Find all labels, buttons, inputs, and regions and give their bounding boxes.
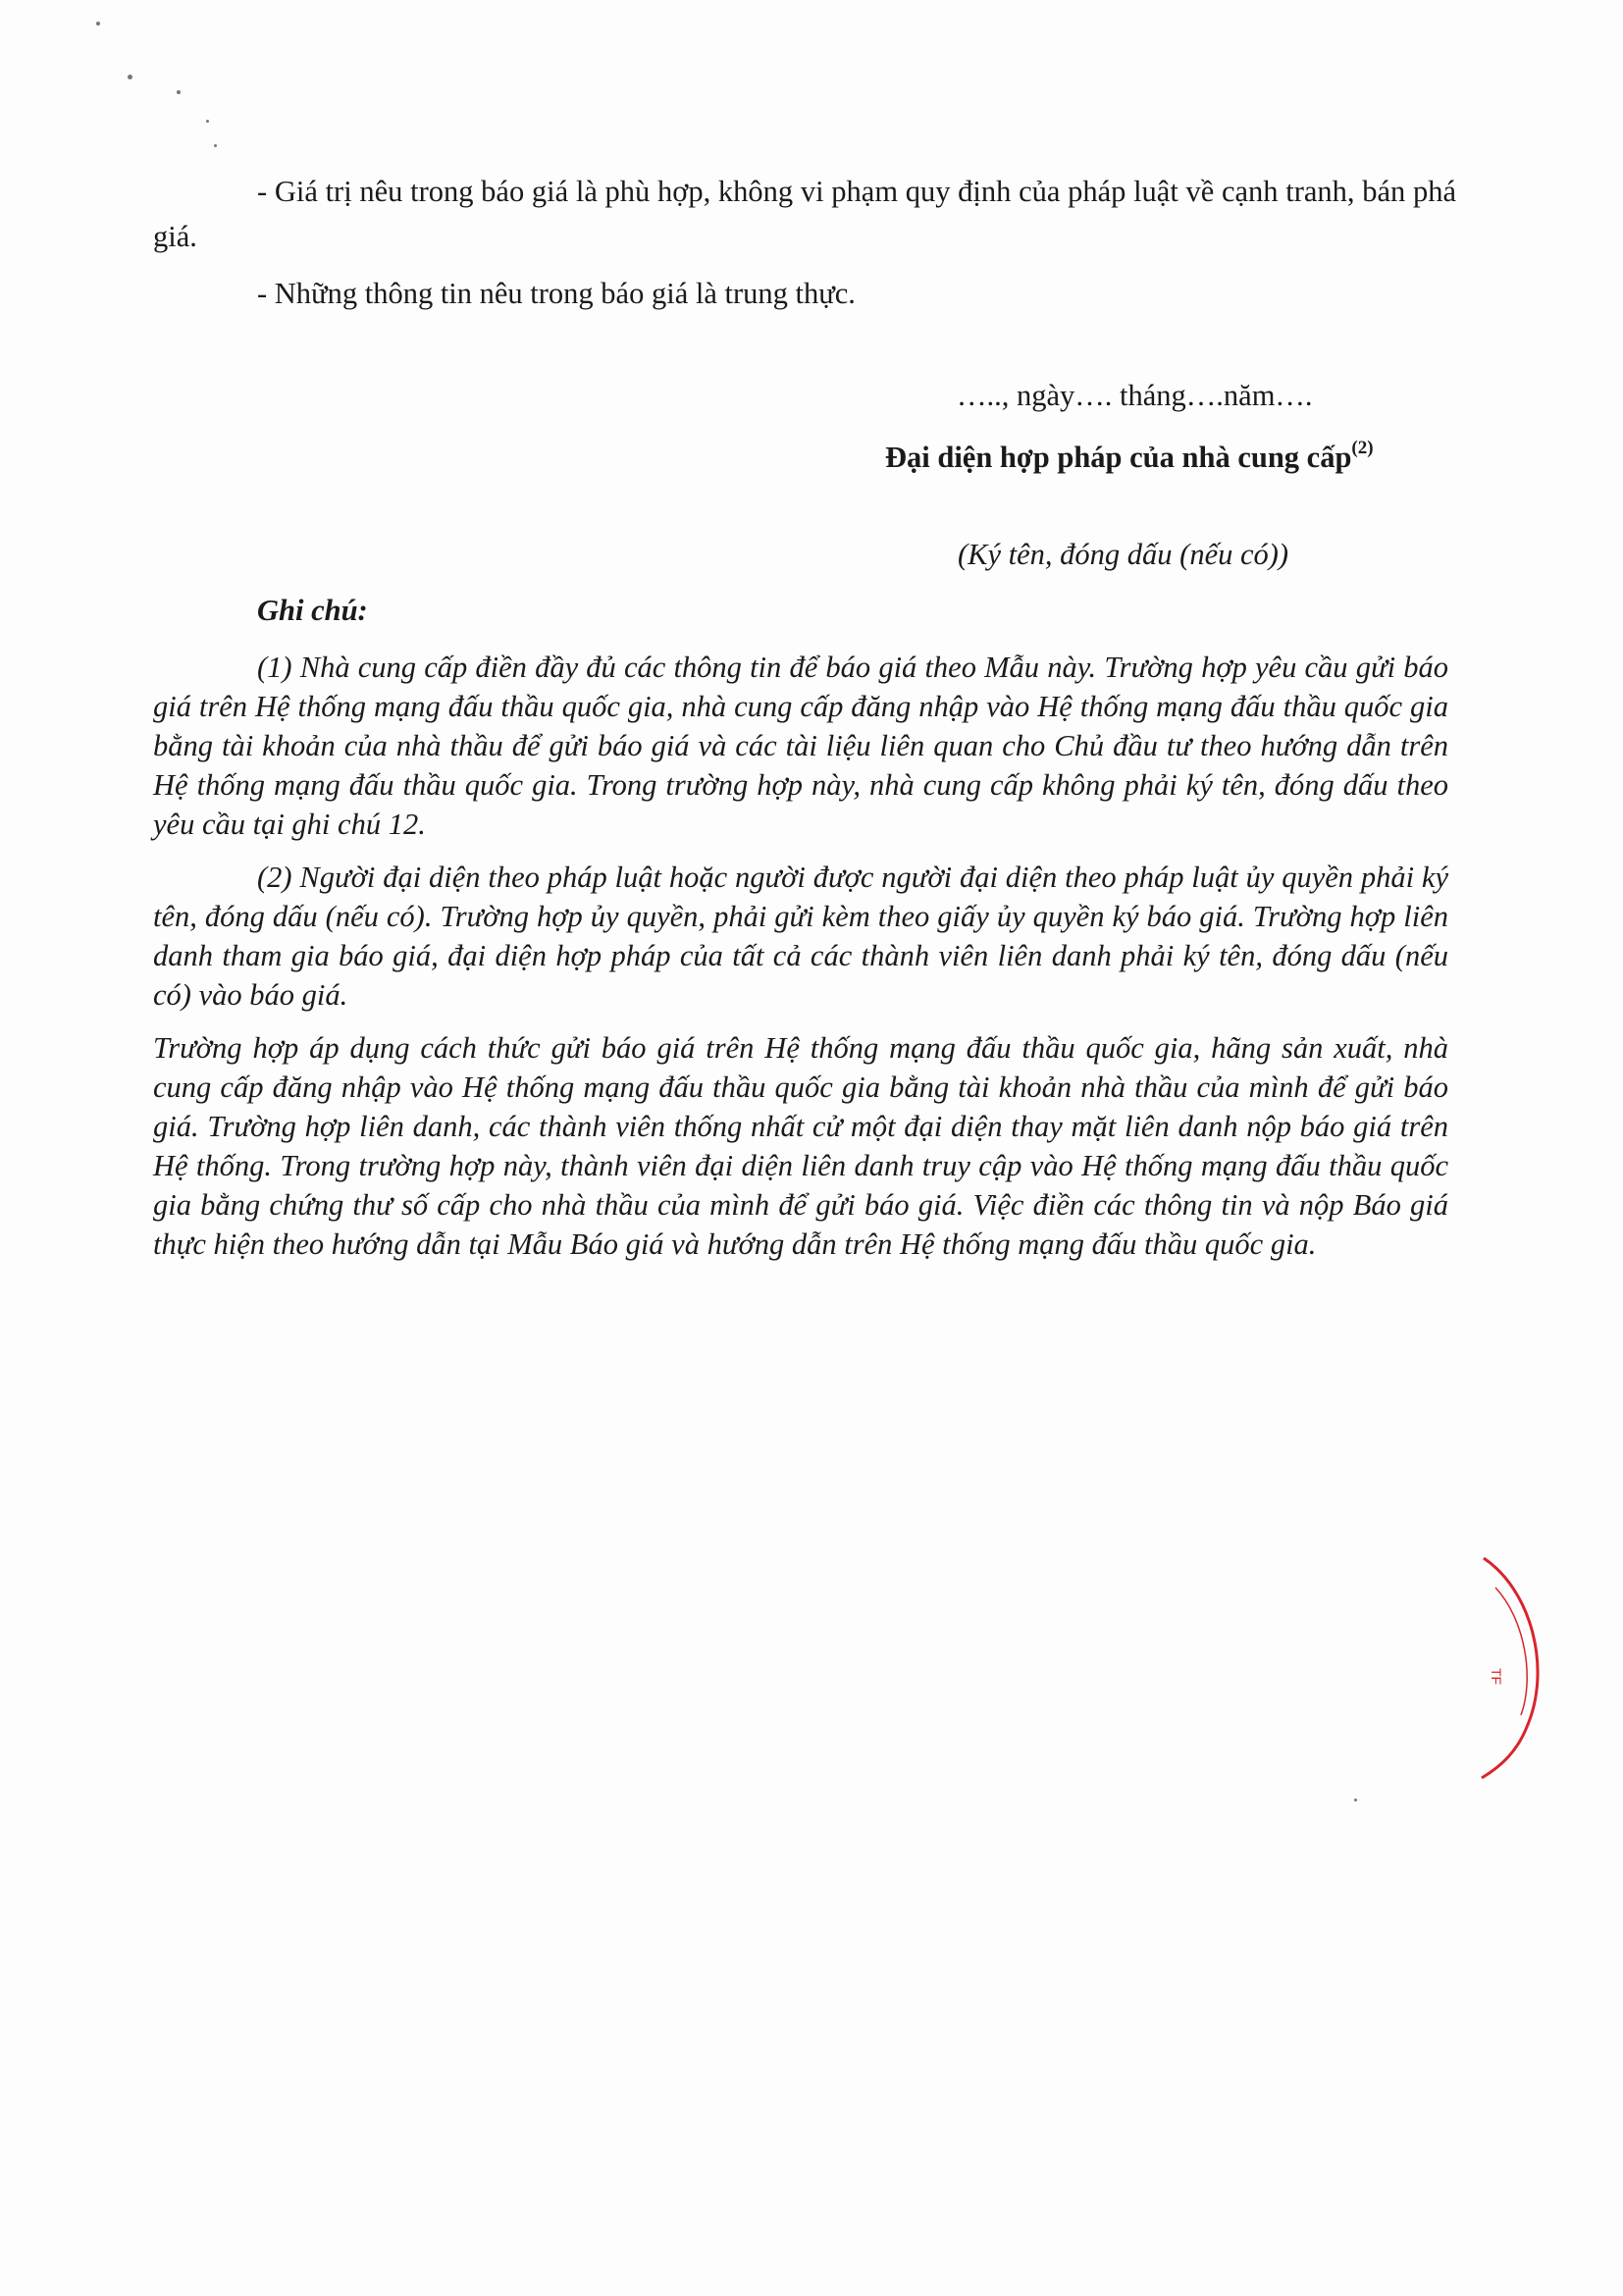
footnote-ref: (2) <box>1351 438 1374 458</box>
stamp-mark <box>1462 1550 1550 1786</box>
note-item: Trường hợp áp dụng cách thức gửi báo giá trên Hệ thống mạng đấu thầu quốc gia, hãng sản xuất, nhà cung cấp đăng nhập vào Hệ thống mạng đấu thầu quốc gia bằng tài khoản nhà thầu của mình để gửi báo giá. Trường hợp liên danh, các thành viên thống nhất cử một đại diện thay mặt liên danh nộp báo giá trên Hệ thống. Trong trường hợp này, thành viên đại diện liên danh truy cập vào Hệ thống mạng đấu thầu quốc gia bằng chứng thư số cấp cho nhà thầu của mình để gửi báo giá. Việc điền các thông tin và nộp Báo giá thực hiện theo hướng dẫn tại Mẫu Báo giá và hướng dẫn trên Hệ thống mạng đấu thầu quốc gia. <box>153 1031 1448 1261</box>
note-item: (1) Nhà cung cấp điền đầy đủ các thông tin để báo giá theo Mẫu này. Trường hợp yêu cầu gửi báo giá trên Hệ thống mạng đấu thầu quốc gia, nhà cung cấp đăng nhập vào Hệ thống mạng đấu thầu quốc gia bằng tài khoản của nhà thầu để gửi báo giá và các tài liệu liên quan cho Chủ đầu tư theo hướng dẫn trên Hệ thống mạng đấu thầu quốc gia. Trong trường hợp này, nhà cung cấp không phải ký tên, đóng dấu theo yêu cầu tại ghi chú 12. <box>153 651 1448 841</box>
stamp-text: TF <box>1489 1668 1504 1686</box>
scan-speck <box>128 75 132 79</box>
signature-title-text: Đại diện hợp pháp của nhà cung cấp <box>885 441 1352 474</box>
scan-speck <box>214 144 217 147</box>
scan-speck <box>1354 1799 1357 1801</box>
signature-date-line: ….., ngày…. tháng….năm…. <box>957 379 1313 412</box>
declaration-item: - Giá trị nêu trong báo giá là phù hợp, không vi phạm quy định của pháp luật về cạnh tranh, bán phá giá. <box>153 175 1456 253</box>
declaration-item: - Những thông tin nêu trong báo giá là trung thực. <box>257 277 856 310</box>
note-item: (2) Người đại diện theo pháp luật hoặc người được người đại diện theo pháp luật ủy quyền phải ký tên, đóng dấu (nếu có). Trường hợp ủy quyền, phải gửi kèm theo giấy ủy quyền ký báo giá. Trường hợp liên danh tham gia báo giá, đại diện hợp pháp của tất cả các thành viên liên danh phải ký tên, đóng dấu (nếu có) vào báo giá. <box>153 861 1448 1012</box>
scan-speck <box>177 90 181 94</box>
scan-speck <box>206 120 209 123</box>
scan-speck <box>96 22 100 26</box>
notes-heading: Ghi chú: <box>257 594 368 627</box>
signature-title <box>885 438 1374 475</box>
signature-instruction: (Ký tên, đóng dấu (nếu có)) <box>958 538 1289 571</box>
declarations <box>153 169 1456 316</box>
notes-list <box>153 648 1448 1264</box>
